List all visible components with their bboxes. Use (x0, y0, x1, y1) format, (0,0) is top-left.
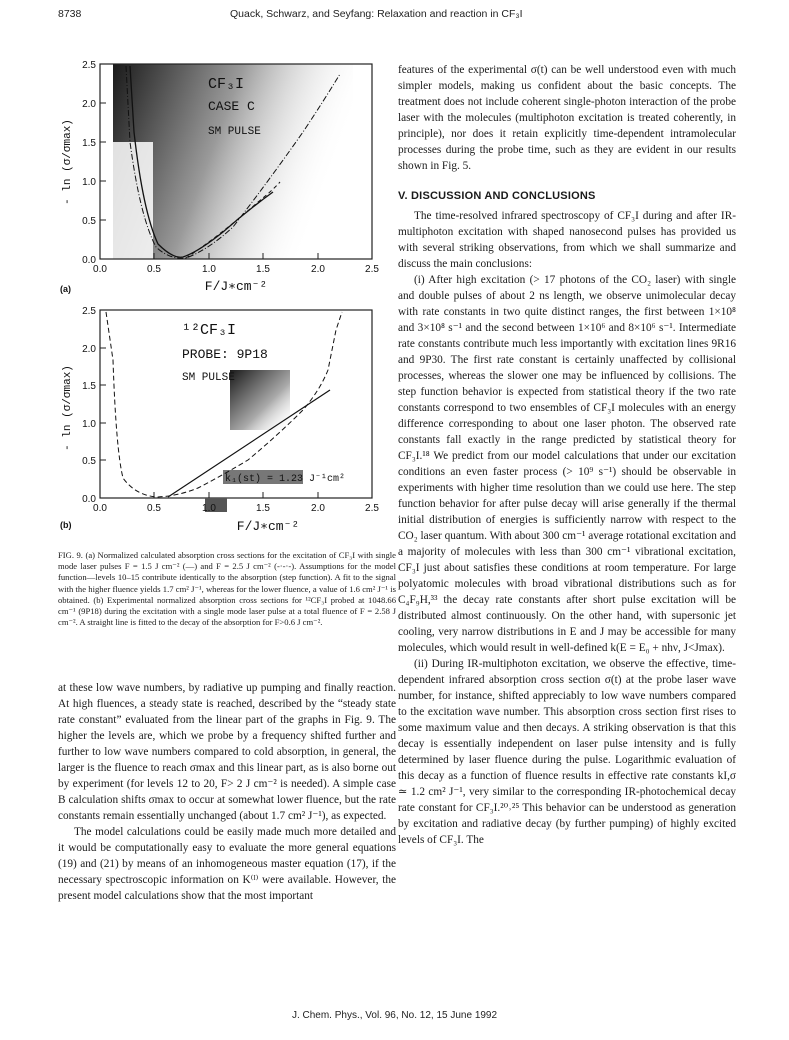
y-tick: 0.5 (82, 456, 96, 467)
y-tick: 1.5 (82, 138, 96, 149)
legend-line-3: SM PULSE (182, 372, 235, 384)
y-tick: 0.0 (82, 494, 96, 505)
right-column-body (398, 62, 736, 848)
figure-9b-plot (58, 300, 388, 540)
figure-caption: FIG. 9. (a) Normalized calculated absorption cross sections for the excitation of CF₃I with single mode laser pulses F = 1.5 J cm⁻² (—) and F = 2.5 J cm⁻² (-·-·-). Assumptions for the model function—levels 10–15 contribute identically to the absorption (step function). A fit to the signal with the higher fluence yields 1.7 cm² J⁻¹, whereas for the lower fluence, a value of 1.6 cm² J⁻¹ is obtained. (b) Experimental normalized absorption cross sections for ¹²CF₃I probed at 1048.66 cm⁻¹ (9P18) during the excitation with a single mode laser pulse at a total fluence of F = 2.58 J cm⁻². A straight line is fitted to the decay of the absorption for F>0.6 J cm⁻². (58, 550, 396, 628)
x-tick: 2.5 (365, 264, 379, 275)
paragraph: The model calculations could be easily made much more detailed and it would be computationally easy to evaluate the more general equations (19) and (21) by means of an inhomogeneous master equation (17), if the necessary spectroscopic information on K⁽ᴵ⁾ were available. However, the present model calculations show that the most important (58, 826, 396, 902)
rate-constant-label: k₁(st) = 1.23 J⁻¹cm² (225, 474, 346, 485)
y-tick: 0.0 (82, 255, 96, 266)
y-tick: 1.0 (82, 177, 96, 188)
x-tick: 2.5 (365, 503, 379, 514)
legend-line-2: CASE C (208, 99, 255, 114)
x-tick: 2.0 (311, 264, 325, 275)
figure-9a-plot (58, 52, 388, 297)
paragraph: The time-resolved infrared spectroscopy of CF₃I during and after IR-multiphoton excitation with shaped nanosecond pulses has provided us with several striking observations, from which we shall summarize and discuss the main conclusions: (398, 210, 736, 270)
legend-line-3: SM PULSE (208, 126, 261, 138)
x-tick: 1.5 (256, 503, 270, 514)
shaded-square (230, 370, 290, 430)
x-tick: 2.0 (311, 503, 325, 514)
y-tick: 1.5 (82, 381, 96, 392)
x-tick: 1.5 (256, 264, 270, 275)
left-column-body (58, 680, 396, 904)
data-curve (106, 312, 342, 497)
x-axis-label: F/J∗cm⁻² (204, 279, 268, 294)
y-tick: 2.5 (82, 60, 96, 71)
paragraph: (ii) During IR-multiphoton excitation, we observe the effective, time-dependent infrared absorption cross section σ(t) at the probe laser wave number, for instance, shifted appreciably to low wave numbers compared to the excitation wave number. This absorption cross section first rises to some maximum value and then decays. A striking observation is that this decay is essentially independent on laser pulse intensity and is fully determined by laser fluence during the pulse. Logarithmic evaluation of this decay as a function of fluence results in effective rate constants kI,σ ≃ 1.2 cm² J⁻¹, very similar to the corresponding IR-photochemical decay rate constant for CF₃I.²⁰˒²⁵ This behavior can be understood as generation by excitation and radiative decay (by further pumping) of highly excited levels of CF₃I. The (398, 658, 736, 846)
panel-label-a: (a) (60, 284, 71, 294)
y-axis-label: - ln (σ/σmax) (62, 365, 74, 451)
paragraph: features of the experimental σ(t) can be well understood even with much simpler models, making us confident about the basic concepts. The treatment does not include coherent single-photon interaction of the probe laser with the molecules (multiphoton excitation is treated coherently, in principle), nor does it retain explicitly time-dependent intramolecular processes during the probe time, such as they are evident in our results shown in Fig. 5. (398, 64, 736, 172)
y-tick: 2.0 (82, 99, 96, 110)
x-tick: 1.0 (202, 264, 216, 275)
y-axis-label: - ln (σ/σmax) (62, 119, 74, 205)
journal-footer: J. Chem. Phys., Vol. 96, No. 12, 15 June 1992 (291, 1010, 498, 1021)
y-tick: 0.5 (82, 216, 96, 227)
x-tick: 1.0 (202, 503, 216, 514)
section-heading: V. DISCUSSION AND CONCLUSIONS (398, 190, 596, 202)
x-tick: 0.5 (147, 503, 161, 514)
paragraph: (i) After high excitation (> 17 photons of the CO₂ laser) with single and double pulses of about 2 ns length, we observe unimolecular decay with rate constants in two quite distinct ranges, the first between 1×10⁸ and 3×10⁸ s⁻¹ and the second between 1×10⁶ and 8×10⁶ s⁻¹. Intermediate rate constants contribute much less importantly with excitation lines 9R16 and 9P30. The first rate constant is certainly unaffected by collisional processes, whereas the slower one may be influenced by collisions. The step function behavior is expected from statistical theory if the two rate constants correspond to two ensembles of CF₃I molecules with an energy difference corresponding to about one laser photon. The observed rate constants fall exactly in the range predicted by statistical theory for CF₃I.¹⁸ We predict from our model calculations that under our excitation conditions an even faster process (> 10⁹ s⁻¹) should be observable in experiments with higher time resolution than we could use here. The step function behavior for after pulse decay will arise generally if the thermal initial distribution of energies is sufficiently narrow with respect to the CO₂ laser quantum. With about 300 cm⁻¹ average rotational excitation and a majority of molecules with less than 300 cm⁻¹ vibrational excitation, CF₃I just about satisfies these conditions at room temperature. For large polyatomic molecules with broad vibrational distributions such as for C₄F₉H,³³ the decay rate constants after short pulse excitation will be distributed almost continuously. On the other hand, with supersonic jet cooling, very narrow distributions in E and J may be accessible for many molecules, which would result in well-defined k(E = E₀ + nhν, J<Jmax). (398, 274, 736, 654)
y-tick: 2.0 (82, 344, 96, 355)
y-tick: 2.5 (82, 306, 96, 317)
x-tick: 0.5 (147, 264, 161, 275)
panel-label-b: (b) (60, 520, 72, 530)
running-title: Quack, Schwarz, and Seyfang: Relaxation and reaction in CF₃I (230, 8, 523, 20)
y-tick: 1.0 (82, 419, 96, 430)
page-number: 8738 (58, 8, 82, 20)
x-axis-label: F/J∗cm⁻² (236, 519, 300, 534)
x-tick: 0.0 (93, 503, 107, 514)
x-tick: 0.0 (93, 264, 107, 275)
legend-line-1: ¹²CF₃I (182, 322, 237, 339)
legend-line-2: PROBE: 9P18 (182, 347, 268, 362)
paragraph: at these low wave numbers, by radiative up pumping and finally reaction. At high fluences, a steady state is reached, described by the “steady state rate constant” evaluated from the linear part of the graphs in Fig. 9. The higher the levels are, which we probe by a frequency shifted further and further to low wave numbers compared to cold absorption, in general, the larger is the fluence to reach σmax and this linear part, as is also borne out by experiment (for levels 12 to 20, F> 2 J cm⁻² is needed). A simple case B calculation shifts σmax to occur at somewhat lower fluence, but the rate constants remain essentially unchanged (about 1.7 cm² J⁻¹), as expected. (58, 682, 396, 822)
legend-line-1: CF₃I (208, 76, 245, 93)
